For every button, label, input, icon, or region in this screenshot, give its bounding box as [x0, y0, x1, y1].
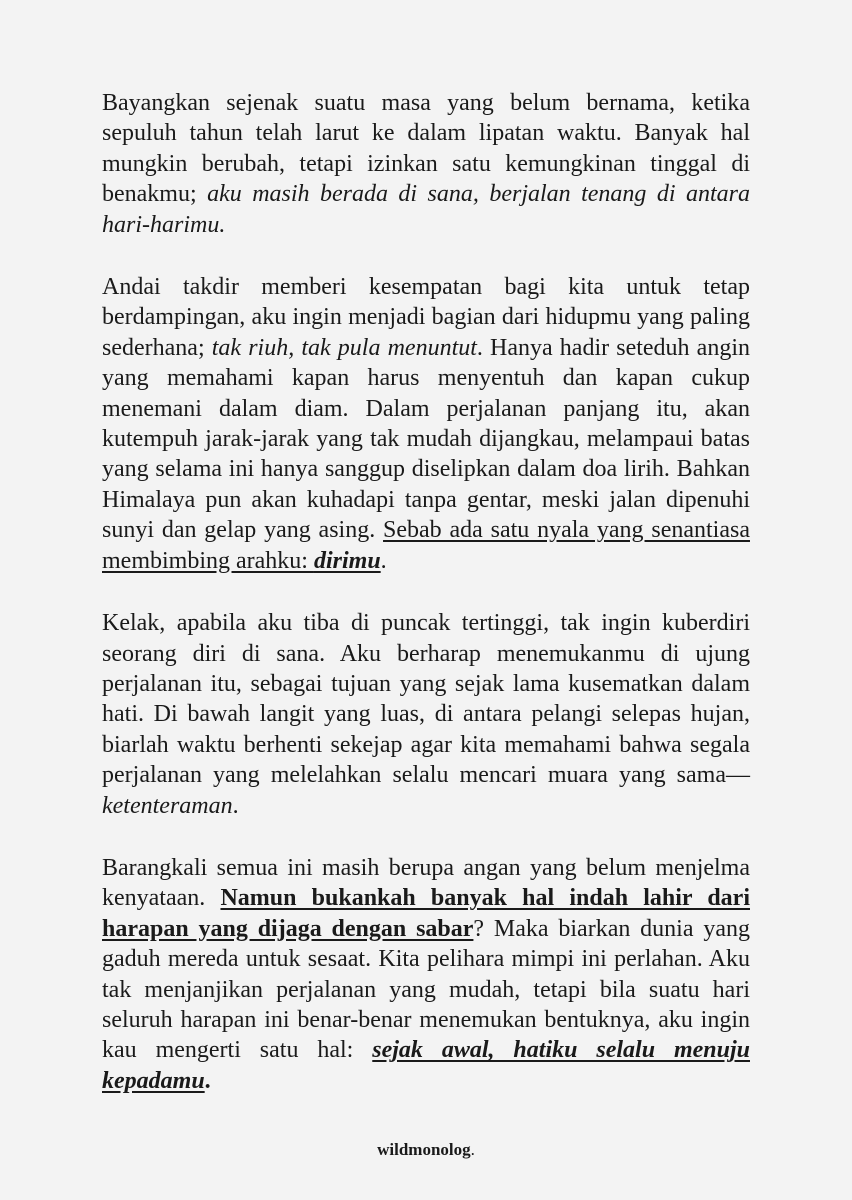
paragraph-1 [102, 88, 750, 240]
italic-run: aku masih berada di sana, berjalan tenang di antara hari-harimu. [102, 181, 750, 238]
bold-underlined-run: Namun bukankah banyak hal indah lahir dari harapan yang dijaga dengan sabar [102, 885, 750, 942]
underlined-run: Sebab ada satu nyala yang senantiasa membimbing arahku: [102, 517, 750, 574]
text-run: ? Maka biarkan dunia yang gaduh mereda untuk sesaat. Kita pelihara mimpi ini perlahan. Aku tak menjanjikan perjalanan yang mudah, tetapi bila suatu hari seluruh harapan ini benar-benar menemukan bentuknya, aku ingin kau mengerti satu hal: [102, 915, 750, 1064]
paragraph-2 [102, 272, 750, 576]
text-run: . Hanya hadir seteduh angin yang memahami kapan harus menyentuh dan kapan cukup menemani dalam diam. Dalam perjalanan panjang itu, akan kutempuh jarak-jarak yang tak mudah dijangkau, melampaui batas yang selama ini hanya sanggup diselipkan dalam doa lirih. Bahkan Himalaya pun akan kuhadapi tanpa gentar, meski jalan dipenuhi sunyi dan gelap yang asing. [102, 334, 751, 544]
body-text [102, 88, 750, 1096]
text-run: Barangkali semua ini masih berupa angan yang belum menjelma kenyataan. [102, 854, 750, 912]
text-run: Bayangkan sejenak suatu masa yang belum bernama, ketika sepuluh tahun telah larut ke dalam lipatan waktu. Banyak hal mungkin berubah, tetapi izinkan satu kemungkinan tinggal di benakmu; [102, 90, 750, 208]
paragraph-3 [102, 608, 750, 821]
italic-run: ketenteraman [102, 792, 233, 819]
text-run: Andai takdir memberi kesempatan bagi kita untuk tetap berdampingan, aku ingin menjadi bagian dari hidupmu yang paling sederhana; [102, 274, 750, 361]
emphasis-run: dirimu [313, 547, 381, 574]
paragraph-4 [102, 853, 750, 1096]
signature [0, 1140, 852, 1160]
emphasis-run: sejak awal, hatiku selalu menuju kepadamu [102, 1037, 750, 1094]
text-run: Kelak, apabila aku tiba di puncak tertinggi, tak ingin kuberdiri seorang diri di sana. Aku berharap menemukanmu di ujung perjalanan itu, sebagai tujuan yang sejak lama kusematkan dalam hati. Di bawah langit yang luas, di antara pelangi selepas hujan, biarlah waktu berhenti sekejap agar kita memahami bahwa segala perjalanan yang melelahkan selalu mencari muara yang sama— [102, 610, 750, 789]
signature-name: wildmonolog [377, 1140, 471, 1159]
italic-run: tak riuh, tak pula menuntut [211, 334, 477, 361]
signature-dot: . [470, 1140, 475, 1159]
text-run: . [232, 792, 239, 819]
text-run: . [380, 547, 387, 574]
bold-run: . [204, 1067, 211, 1094]
